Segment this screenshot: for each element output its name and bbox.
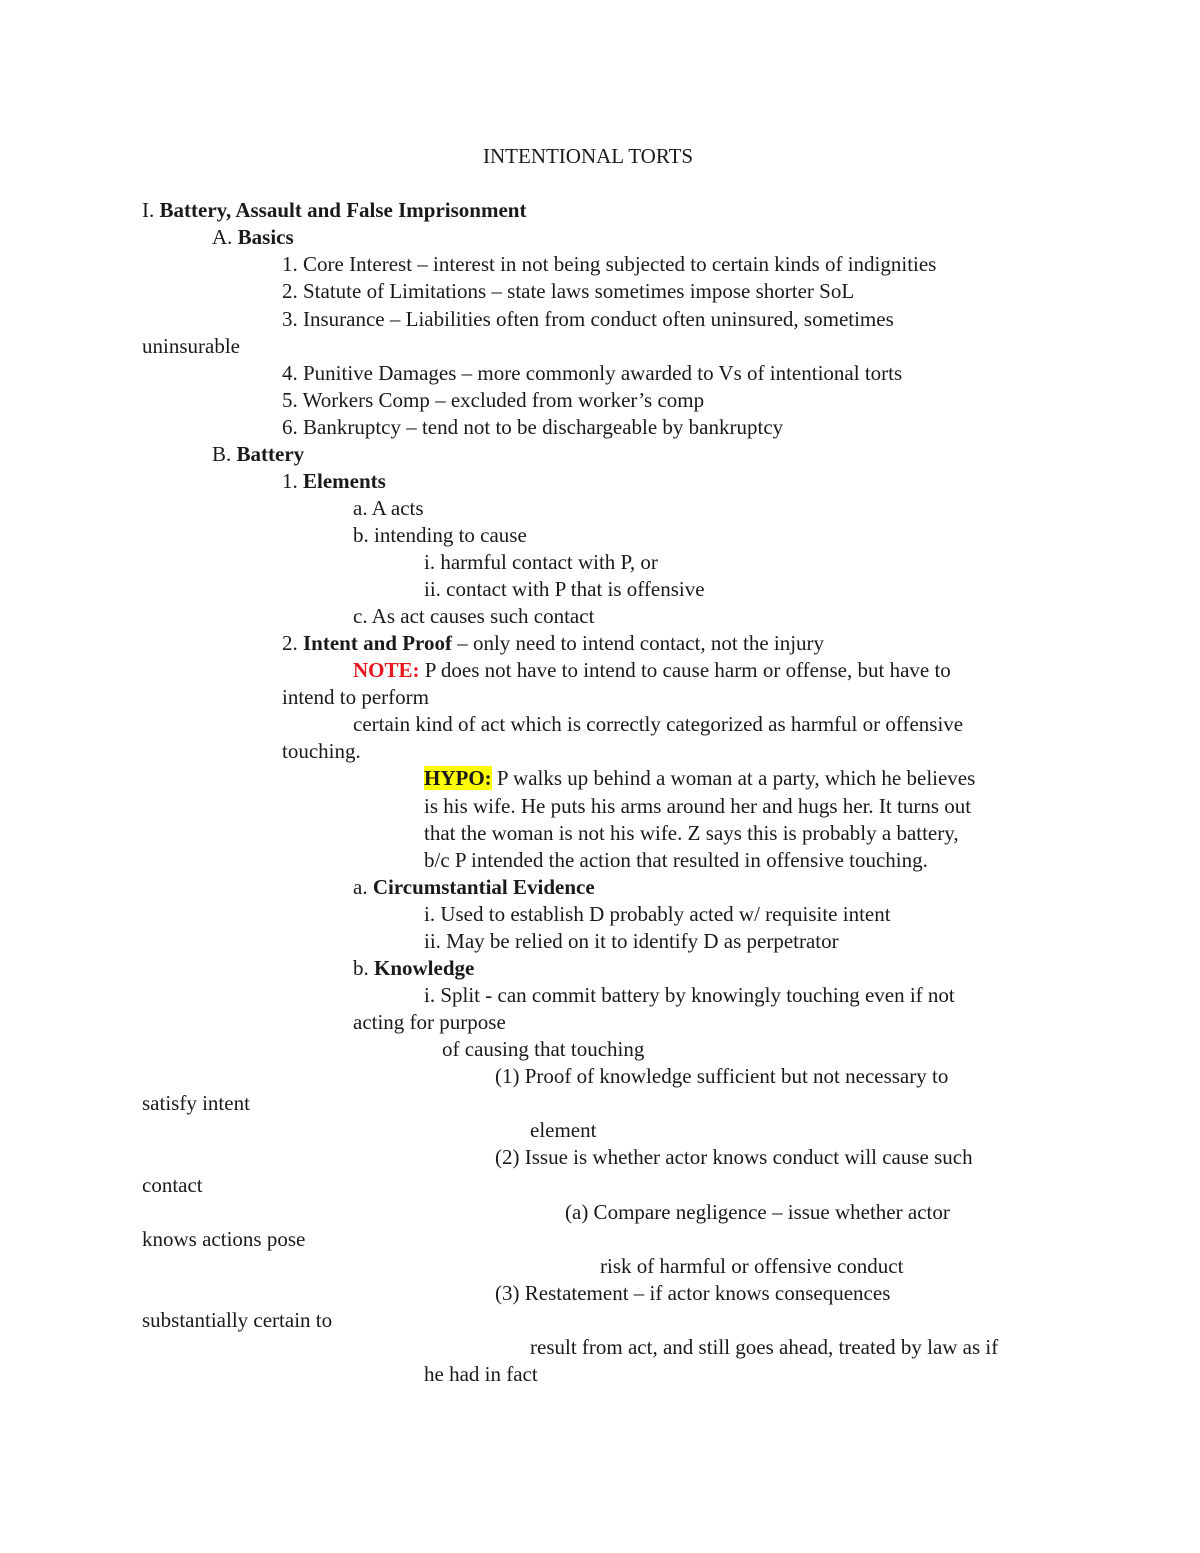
knowledge-point-3: (3) Restatement – if actor knows consequences bbox=[495, 1281, 891, 1305]
note-label: NOTE: bbox=[353, 658, 420, 682]
elements-number: 1. bbox=[282, 469, 298, 493]
basics-item-3: 3. Insurance – Liabilities often from conduct often uninsured, sometimes bbox=[282, 307, 894, 331]
basics-item-4: 4. Punitive Damages – more commonly awarded to Vs of intentional torts bbox=[282, 361, 903, 385]
element-b-ii: ii. contact with P that is offensive bbox=[424, 577, 705, 601]
hypo-label: HYPO: bbox=[424, 766, 492, 790]
intent-text: – only need to intend contact, not the injury bbox=[451, 631, 825, 655]
basics-item-3-continued: uninsurable bbox=[142, 334, 240, 358]
elements-heading bbox=[282, 468, 386, 495]
knowledge-point-1-line-2: satisfy intent bbox=[142, 1091, 250, 1115]
note-line-1 bbox=[353, 657, 951, 684]
knowledge-point-2a-line-2: knows actions pose bbox=[142, 1227, 306, 1251]
subsection-a-number: A. bbox=[212, 225, 233, 249]
knowledge-heading bbox=[353, 955, 474, 982]
element-b-i: i. harmful contact with P, or bbox=[424, 550, 658, 574]
note-text-1: P does not have to intend to cause harm or offense, but have to bbox=[419, 658, 951, 682]
knowledge-point-2-line-2: contact bbox=[142, 1173, 203, 1197]
circumstantial-ii: ii. May be relied on it to identify D as perpetrator bbox=[424, 929, 839, 953]
hypo-line-2: is his wife. He puts his arms around her and hugs her. It turns out bbox=[424, 794, 972, 818]
knowledge-point-1: (1) Proof of knowledge sufficient but not necessary to bbox=[495, 1064, 949, 1088]
note-line-2: intend to perform bbox=[282, 685, 429, 709]
basics-item-1: 1. Core Interest – interest in not being subjected to certain kinds of indignities bbox=[282, 252, 937, 276]
knowledge-point-3-line-4: he had in fact bbox=[424, 1362, 538, 1386]
elements-title: Elements bbox=[303, 469, 386, 493]
note-line-4: touching. bbox=[282, 739, 361, 763]
intent-heading bbox=[282, 630, 824, 657]
subsection-a-title: Basics bbox=[237, 225, 294, 249]
knowledge-title: Knowledge bbox=[374, 956, 475, 980]
element-a: a. A acts bbox=[353, 496, 424, 520]
knowledge-point-3-line-3: result from act, and still goes ahead, treated by law as if bbox=[530, 1335, 999, 1359]
basics-item-6: 6. Bankruptcy – tend not to be dischargeable by bankruptcy bbox=[282, 415, 784, 439]
knowledge-i-line-2: acting for purpose bbox=[353, 1010, 506, 1034]
intent-number: 2. bbox=[282, 631, 298, 655]
section-1-heading bbox=[142, 197, 526, 224]
knowledge-point-2a: (a) Compare negligence – issue whether actor bbox=[565, 1200, 950, 1224]
circumstantial-heading bbox=[353, 874, 595, 901]
note-line-3: certain kind of act which is correctly categorized as harmful or offensive bbox=[353, 712, 964, 736]
element-c: c. As act causes such contact bbox=[353, 604, 595, 628]
element-b: b. intending to cause bbox=[353, 523, 527, 547]
section-1-number: I. bbox=[142, 198, 155, 222]
knowledge-number: b. bbox=[353, 956, 369, 980]
intent-title: Intent and Proof bbox=[303, 631, 452, 655]
knowledge-i-line-1: i. Split - can commit battery by knowingly touching even if not bbox=[424, 983, 955, 1007]
circumstantial-number: a. bbox=[353, 875, 368, 899]
subsection-b-title: Battery bbox=[236, 442, 305, 466]
basics-item-5: 5. Workers Comp – excluded from worker’s comp bbox=[282, 388, 705, 412]
knowledge-point-3-line-2: substantially certain to bbox=[142, 1308, 333, 1332]
hypo-text-1: P walks up behind a woman at a party, which he believes bbox=[491, 766, 976, 790]
knowledge-point-2: (2) Issue is whether actor knows conduct will cause such bbox=[495, 1145, 973, 1169]
hypo-line-1 bbox=[424, 765, 975, 792]
knowledge-point-1-line-3: element bbox=[530, 1118, 597, 1142]
subsection-a-heading bbox=[212, 224, 294, 251]
page-title: INTENTIONAL TORTS bbox=[483, 144, 694, 168]
hypo-line-4: b/c P intended the action that resulted in offensive touching. bbox=[424, 848, 928, 872]
subsection-b-heading bbox=[212, 441, 304, 468]
knowledge-i-line-3: of causing that touching bbox=[442, 1037, 645, 1061]
section-1-title: Battery, Assault and False Imprisonment bbox=[159, 198, 527, 222]
basics-item-2: 2. Statute of Limitations – state laws sometimes impose shorter SoL bbox=[282, 279, 855, 303]
circumstantial-i: i. Used to establish D probably acted w/ requisite intent bbox=[424, 902, 891, 926]
hypo-line-3: that the woman is not his wife. Z says this is probably a battery, bbox=[424, 821, 959, 845]
knowledge-point-2a-line-3: risk of harmful or offensive conduct bbox=[600, 1254, 904, 1278]
subsection-b-number: B. bbox=[212, 442, 232, 466]
circumstantial-title: Circumstantial Evidence bbox=[372, 875, 595, 899]
